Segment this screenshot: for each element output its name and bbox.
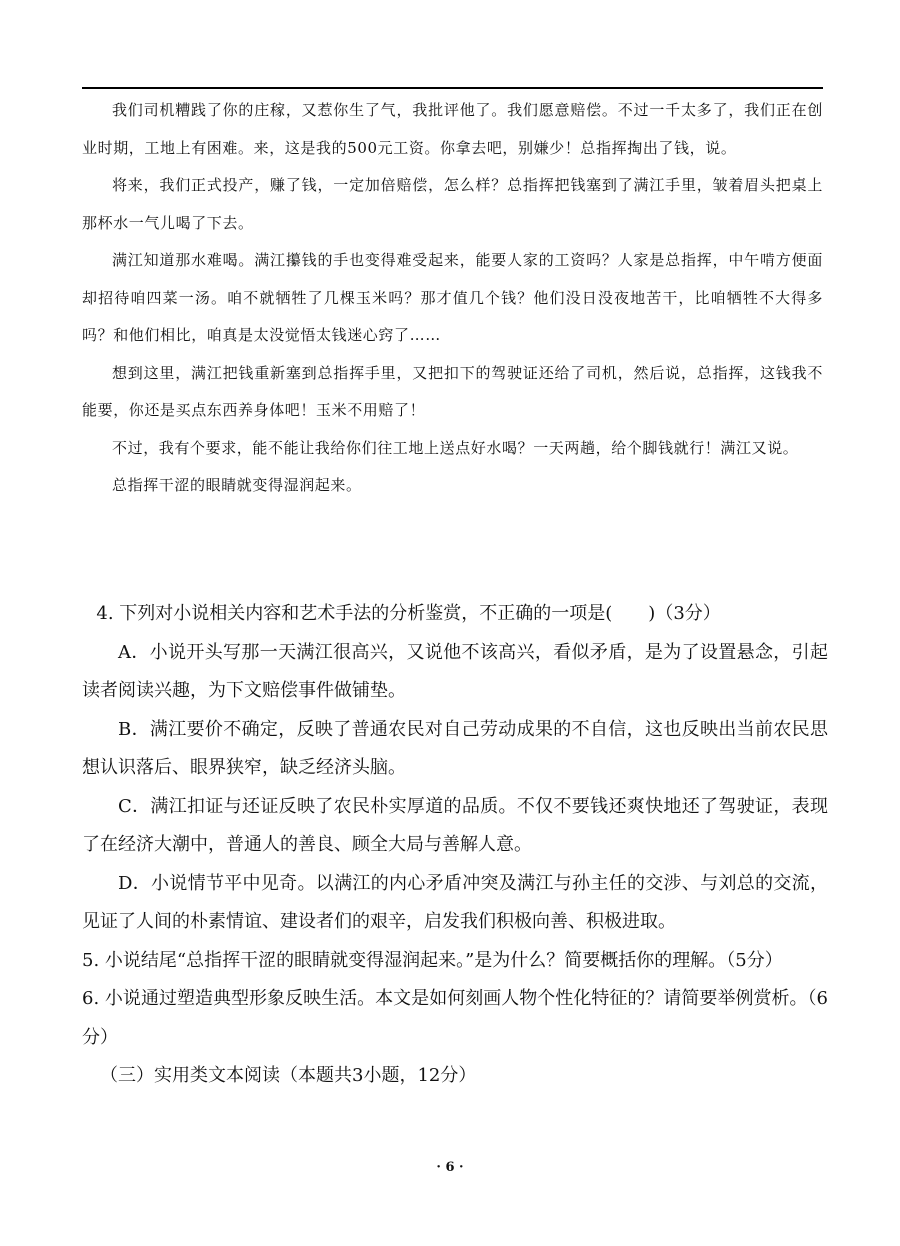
story-paragraph-4: 想到这里，满江把钱重新塞到总指挥手里，又把扣下的驾驶证还给了司机，然后说，总指挥，这钱我不能要，你还是买点东西养身体吧！玉米不用赔了！ [82,363,823,419]
questions-block [82,595,828,1096]
story-paragraph-3: 满江知道那水难喝。满江攥钱的手也变得难受起来，能要人家的工资吗？人家是总指挥，中午啃方便面却招待咱四菜一汤。咱不就牺牲了几棵玉米吗？那才值几个钱？他们没日没夜地苦干，比咱牺牲不大得多吗？和他们相比，咱真是太没觉悟太钱迷心窍了…… [82,251,823,344]
page-number: · 6 · [436,1160,464,1175]
story-excerpt [82,92,823,505]
section-3-heading: （三）实用类文本阅读（本题共3小题，12分） [100,1065,477,1086]
question-4-option-a: A．小说开头写那一天满江很高兴，又说他不该高兴，看似矛盾，是为了设置悬念，引起读者阅读兴趣，为下文赔偿事件做铺垫。 [82,641,828,701]
story-paragraph-6: 总指挥干涩的眼睛就变得湿润起来。 [112,476,362,494]
top-rule [82,87,823,89]
question-6: 6. 小说通过塑造典型形象反映生活。本文是如何刻画人物个性化特征的？请简要举例赏析。（6分） [82,988,828,1048]
question-4-stem: 4. 下列对小说相关内容和艺术手法的分析鉴赏，不正确的一项是( )（3分） [96,603,721,624]
story-paragraph-2: 将来，我们正式投产，赚了钱，一定加倍赔偿，怎么样？总指挥把钱塞到了满江手里，皱着眉头把桌上那杯水一气儿喝了下去。 [82,176,823,232]
question-4-option-b: B．满江要价不确定，反映了普通农民对自己劳动成果的不自信，这也反映出当前农民思想认识落后、眼界狭窄，缺乏经济头脑。 [82,718,828,778]
story-paragraph-1: 我们司机糟践了你的庄稼，又惹你生了气，我批评他了。我们愿意赔偿。不过一千太多了，我们正在创业时期，工地上有困难。来，这是我的500元工资。你拿去吧，别嫌少！总指挥掏出了钱，说。 [82,101,823,157]
question-4-option-c: C．满江扣证与还证反映了农民朴实厚道的品质。不仅不要钱还爽快地还了驾驶证，表现了在经济大潮中，普通人的善良、顾全大局与善解人意。 [82,795,828,855]
question-5: 5. 小说结尾“总指挥干涩的眼睛就变得湿润起来。”是为什么？简要概括你的理解。（5分） [82,949,783,971]
story-paragraph-5: 不过，我有个要求，能不能让我给你们往工地上送点好水喝？一天两趟，给个脚钱就行！满江又说。 [112,438,799,457]
question-4-option-d: D．小说情节平中见奇。以满江的内心矛盾冲突及满江与孙主任的交涉、与刘总的交流，见证了人间的朴素情谊、建设者们的艰辛，启发我们积极向善、积极进取。 [82,872,828,932]
